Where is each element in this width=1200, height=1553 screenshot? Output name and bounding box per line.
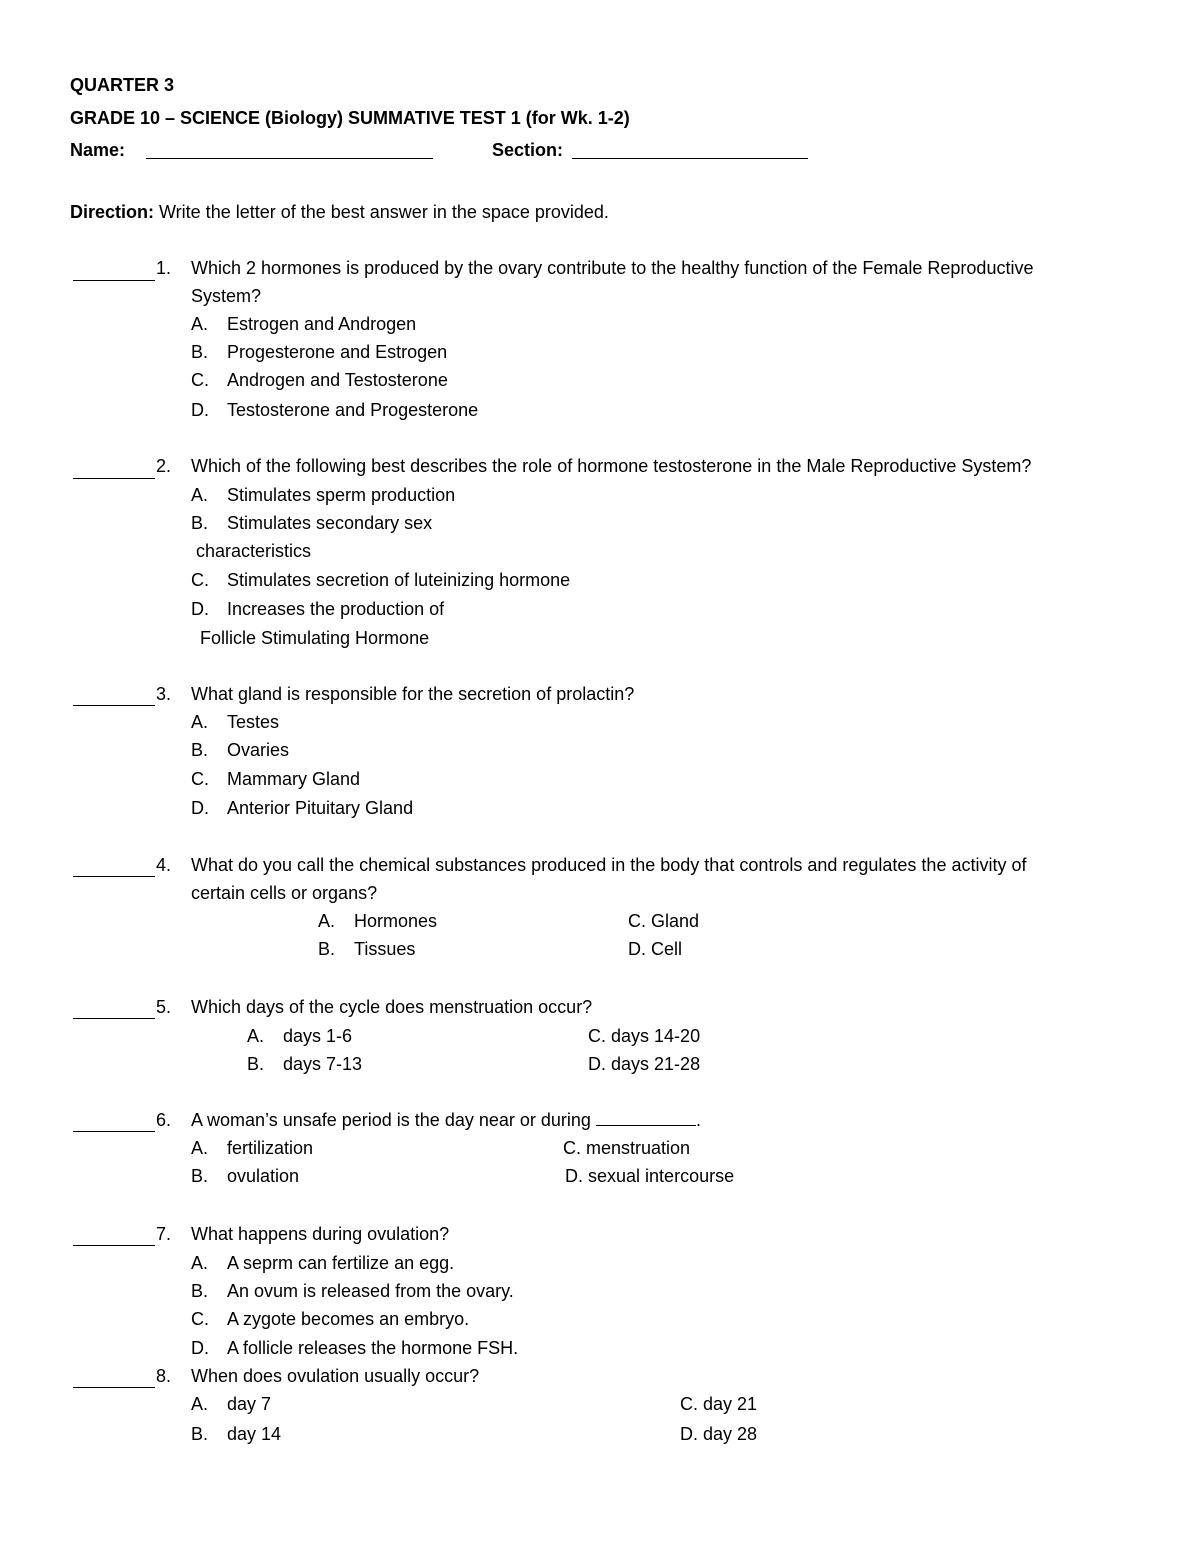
- option-text: A zygote becomes an embryo.: [227, 1309, 470, 1329]
- option-d: [628, 935, 682, 963]
- option-letter: A.: [318, 911, 336, 931]
- option-letter: D.: [191, 400, 209, 420]
- option-letter: B.: [191, 740, 209, 760]
- option-a: [191, 1390, 271, 1418]
- question-number: 5.: [156, 997, 172, 1017]
- option-letter: C.: [628, 911, 646, 931]
- option-text: ovulation: [227, 1166, 300, 1186]
- option-letter: B.: [191, 1166, 209, 1186]
- option-letter: A.: [191, 712, 209, 732]
- question-text: Which 2 hormones is produced by the ovary contribute to the healthy function of the Female Reproductive: [191, 258, 1034, 278]
- question-number: 4.: [156, 855, 172, 875]
- option-text: days 21-28: [611, 1054, 701, 1074]
- option-c: [191, 1305, 469, 1333]
- section-label: Section:: [492, 140, 564, 160]
- option-c: [628, 907, 699, 935]
- option-letter: A.: [191, 314, 209, 334]
- answer-blank[interactable]: [73, 478, 155, 479]
- section-field[interactable]: [572, 158, 808, 159]
- option-d: [191, 794, 413, 822]
- option-letter: C.: [588, 1026, 606, 1046]
- option-b: [191, 736, 289, 764]
- option-letter: B.: [191, 1281, 209, 1301]
- direction: [70, 198, 609, 226]
- option-c: [191, 765, 360, 793]
- option-text: days 14-20: [611, 1026, 701, 1046]
- option-text: Hormones: [354, 911, 438, 931]
- option-c: [680, 1390, 757, 1418]
- test-title: GRADE 10 – SCIENCE (Biology) SUMMATIVE TEST 1 (for Wk. 1-2): [70, 108, 630, 128]
- question-text: When does ovulation usually occur?: [191, 1366, 480, 1386]
- option-c: [191, 366, 448, 394]
- name-label: Name:: [70, 140, 126, 160]
- option-text: A follicle releases the hormone FSH.: [227, 1338, 519, 1358]
- option-letter: B.: [318, 939, 336, 959]
- question-text: What do you call the chemical substances produced in the body that controls and regulates the activity of: [191, 855, 1027, 875]
- option-letter: D.: [628, 939, 646, 959]
- option-d: [191, 595, 444, 623]
- answer-blank[interactable]: [73, 705, 155, 706]
- option-c: [588, 1022, 700, 1050]
- option-letter: D.: [191, 1338, 209, 1358]
- option-a: [318, 907, 437, 935]
- option-b: [191, 509, 432, 537]
- answer-blank[interactable]: [73, 1131, 155, 1132]
- option-letter: B.: [191, 342, 209, 362]
- option-text: Testes: [227, 712, 280, 732]
- option-d-cont: Follicle Stimulating Hormone: [200, 628, 430, 648]
- question-text: What happens during ovulation?: [191, 1224, 450, 1244]
- option-a: [191, 310, 416, 338]
- option-text: sexual intercourse: [588, 1166, 735, 1186]
- question-text-cont: certain cells or organs?: [191, 883, 378, 903]
- answer-blank[interactable]: [73, 1387, 155, 1388]
- option-text: day 21: [703, 1394, 758, 1414]
- option-letter: A.: [191, 1394, 209, 1414]
- option-b: [191, 1277, 514, 1305]
- option-d: [680, 1420, 757, 1448]
- option-text: Tissues: [354, 939, 416, 959]
- option-b-cont: characteristics: [196, 541, 312, 561]
- option-letter: C.: [191, 570, 209, 590]
- option-b: [191, 1162, 299, 1190]
- option-text: Androgen and Testosterone: [227, 370, 448, 390]
- option-text: An ovum is released from the ovary.: [227, 1281, 514, 1301]
- option-text: day 28: [703, 1424, 758, 1444]
- answer-blank[interactable]: [73, 1245, 155, 1246]
- option-letter: C.: [563, 1138, 581, 1158]
- question-text: [191, 1106, 701, 1134]
- option-letter: D.: [191, 798, 209, 818]
- option-text: Anterior Pituitary Gland: [227, 798, 414, 818]
- option-text: Estrogen and Androgen: [227, 314, 417, 334]
- question-number: 2.: [156, 456, 172, 476]
- option-a: [191, 708, 279, 736]
- answer-blank[interactable]: [73, 1018, 155, 1019]
- option-d: [191, 396, 478, 424]
- option-text: Increases the production of: [227, 599, 445, 619]
- inline-blank: [596, 1125, 696, 1126]
- option-a: [191, 481, 455, 509]
- direction-text: Write the letter of the best answer in the space provided.: [154, 202, 609, 222]
- option-d: [191, 1334, 518, 1362]
- option-letter: B.: [191, 513, 209, 533]
- option-letter: B.: [247, 1054, 265, 1074]
- option-letter: A.: [191, 485, 209, 505]
- question-text-cont: System?: [191, 286, 262, 306]
- name-field[interactable]: [146, 158, 433, 159]
- option-a: [247, 1022, 352, 1050]
- option-c: [563, 1134, 690, 1162]
- option-text: fertilization: [227, 1138, 314, 1158]
- answer-blank[interactable]: [73, 876, 155, 877]
- direction-label: Direction:: [70, 202, 155, 222]
- question-text: Which days of the cycle does menstruation occur?: [191, 997, 593, 1017]
- option-text: menstruation: [586, 1138, 691, 1158]
- option-letter: A.: [191, 1138, 209, 1158]
- option-b: [191, 1420, 281, 1448]
- option-d: [588, 1050, 700, 1078]
- option-text: days 1-6: [283, 1026, 353, 1046]
- question-text: What gland is responsible for the secretion of prolactin?: [191, 684, 635, 704]
- option-letter: C.: [191, 370, 209, 390]
- option-text: Cell: [651, 939, 683, 959]
- option-letter: B.: [191, 1424, 209, 1444]
- option-letter: C.: [191, 1309, 209, 1329]
- option-b: [191, 338, 447, 366]
- option-text: Mammary Gland: [227, 769, 361, 789]
- option-text: day 14: [227, 1424, 282, 1444]
- option-text: A seprm can fertilize an egg.: [227, 1253, 455, 1273]
- option-a: [191, 1134, 313, 1162]
- option-text: Stimulates secondary sex: [227, 513, 433, 533]
- quarter-heading: QUARTER 3: [70, 75, 175, 95]
- option-text: Ovaries: [227, 740, 290, 760]
- option-text: days 7-13: [283, 1054, 363, 1074]
- option-letter: C.: [680, 1394, 698, 1414]
- option-b: [247, 1050, 362, 1078]
- option-a: [191, 1249, 454, 1277]
- question-text-end: .: [695, 1110, 701, 1130]
- option-text: Stimulates secretion of luteinizing hormone: [227, 570, 571, 590]
- question-number: 8.: [156, 1366, 172, 1386]
- question-number: 7.: [156, 1224, 172, 1244]
- question-text-start: A woman’s unsafe period is the day near or during: [191, 1110, 591, 1130]
- question-number: 6.: [156, 1110, 172, 1130]
- option-letter: D.: [191, 599, 209, 619]
- option-letter: D.: [680, 1424, 698, 1444]
- question-number: 3.: [156, 684, 172, 704]
- option-letter: C.: [191, 769, 209, 789]
- option-text: Testosterone and Progesterone: [227, 400, 479, 420]
- option-letter: D.: [565, 1166, 583, 1186]
- option-c: [191, 566, 570, 594]
- option-text: Progesterone and Estrogen: [227, 342, 448, 362]
- option-letter: A.: [247, 1026, 265, 1046]
- option-b: [318, 935, 415, 963]
- option-letter: D.: [588, 1054, 606, 1074]
- option-letter: A.: [191, 1253, 209, 1273]
- option-text: Stimulates sperm production: [227, 485, 456, 505]
- option-d: [565, 1162, 734, 1190]
- option-text: day 7: [227, 1394, 272, 1414]
- question-number: 1.: [156, 258, 172, 278]
- question-text: Which of the following best describes the role of hormone testosterone in the Male Reproductive System?: [191, 456, 1032, 476]
- option-text: Gland: [651, 911, 700, 931]
- answer-blank[interactable]: [73, 280, 155, 281]
